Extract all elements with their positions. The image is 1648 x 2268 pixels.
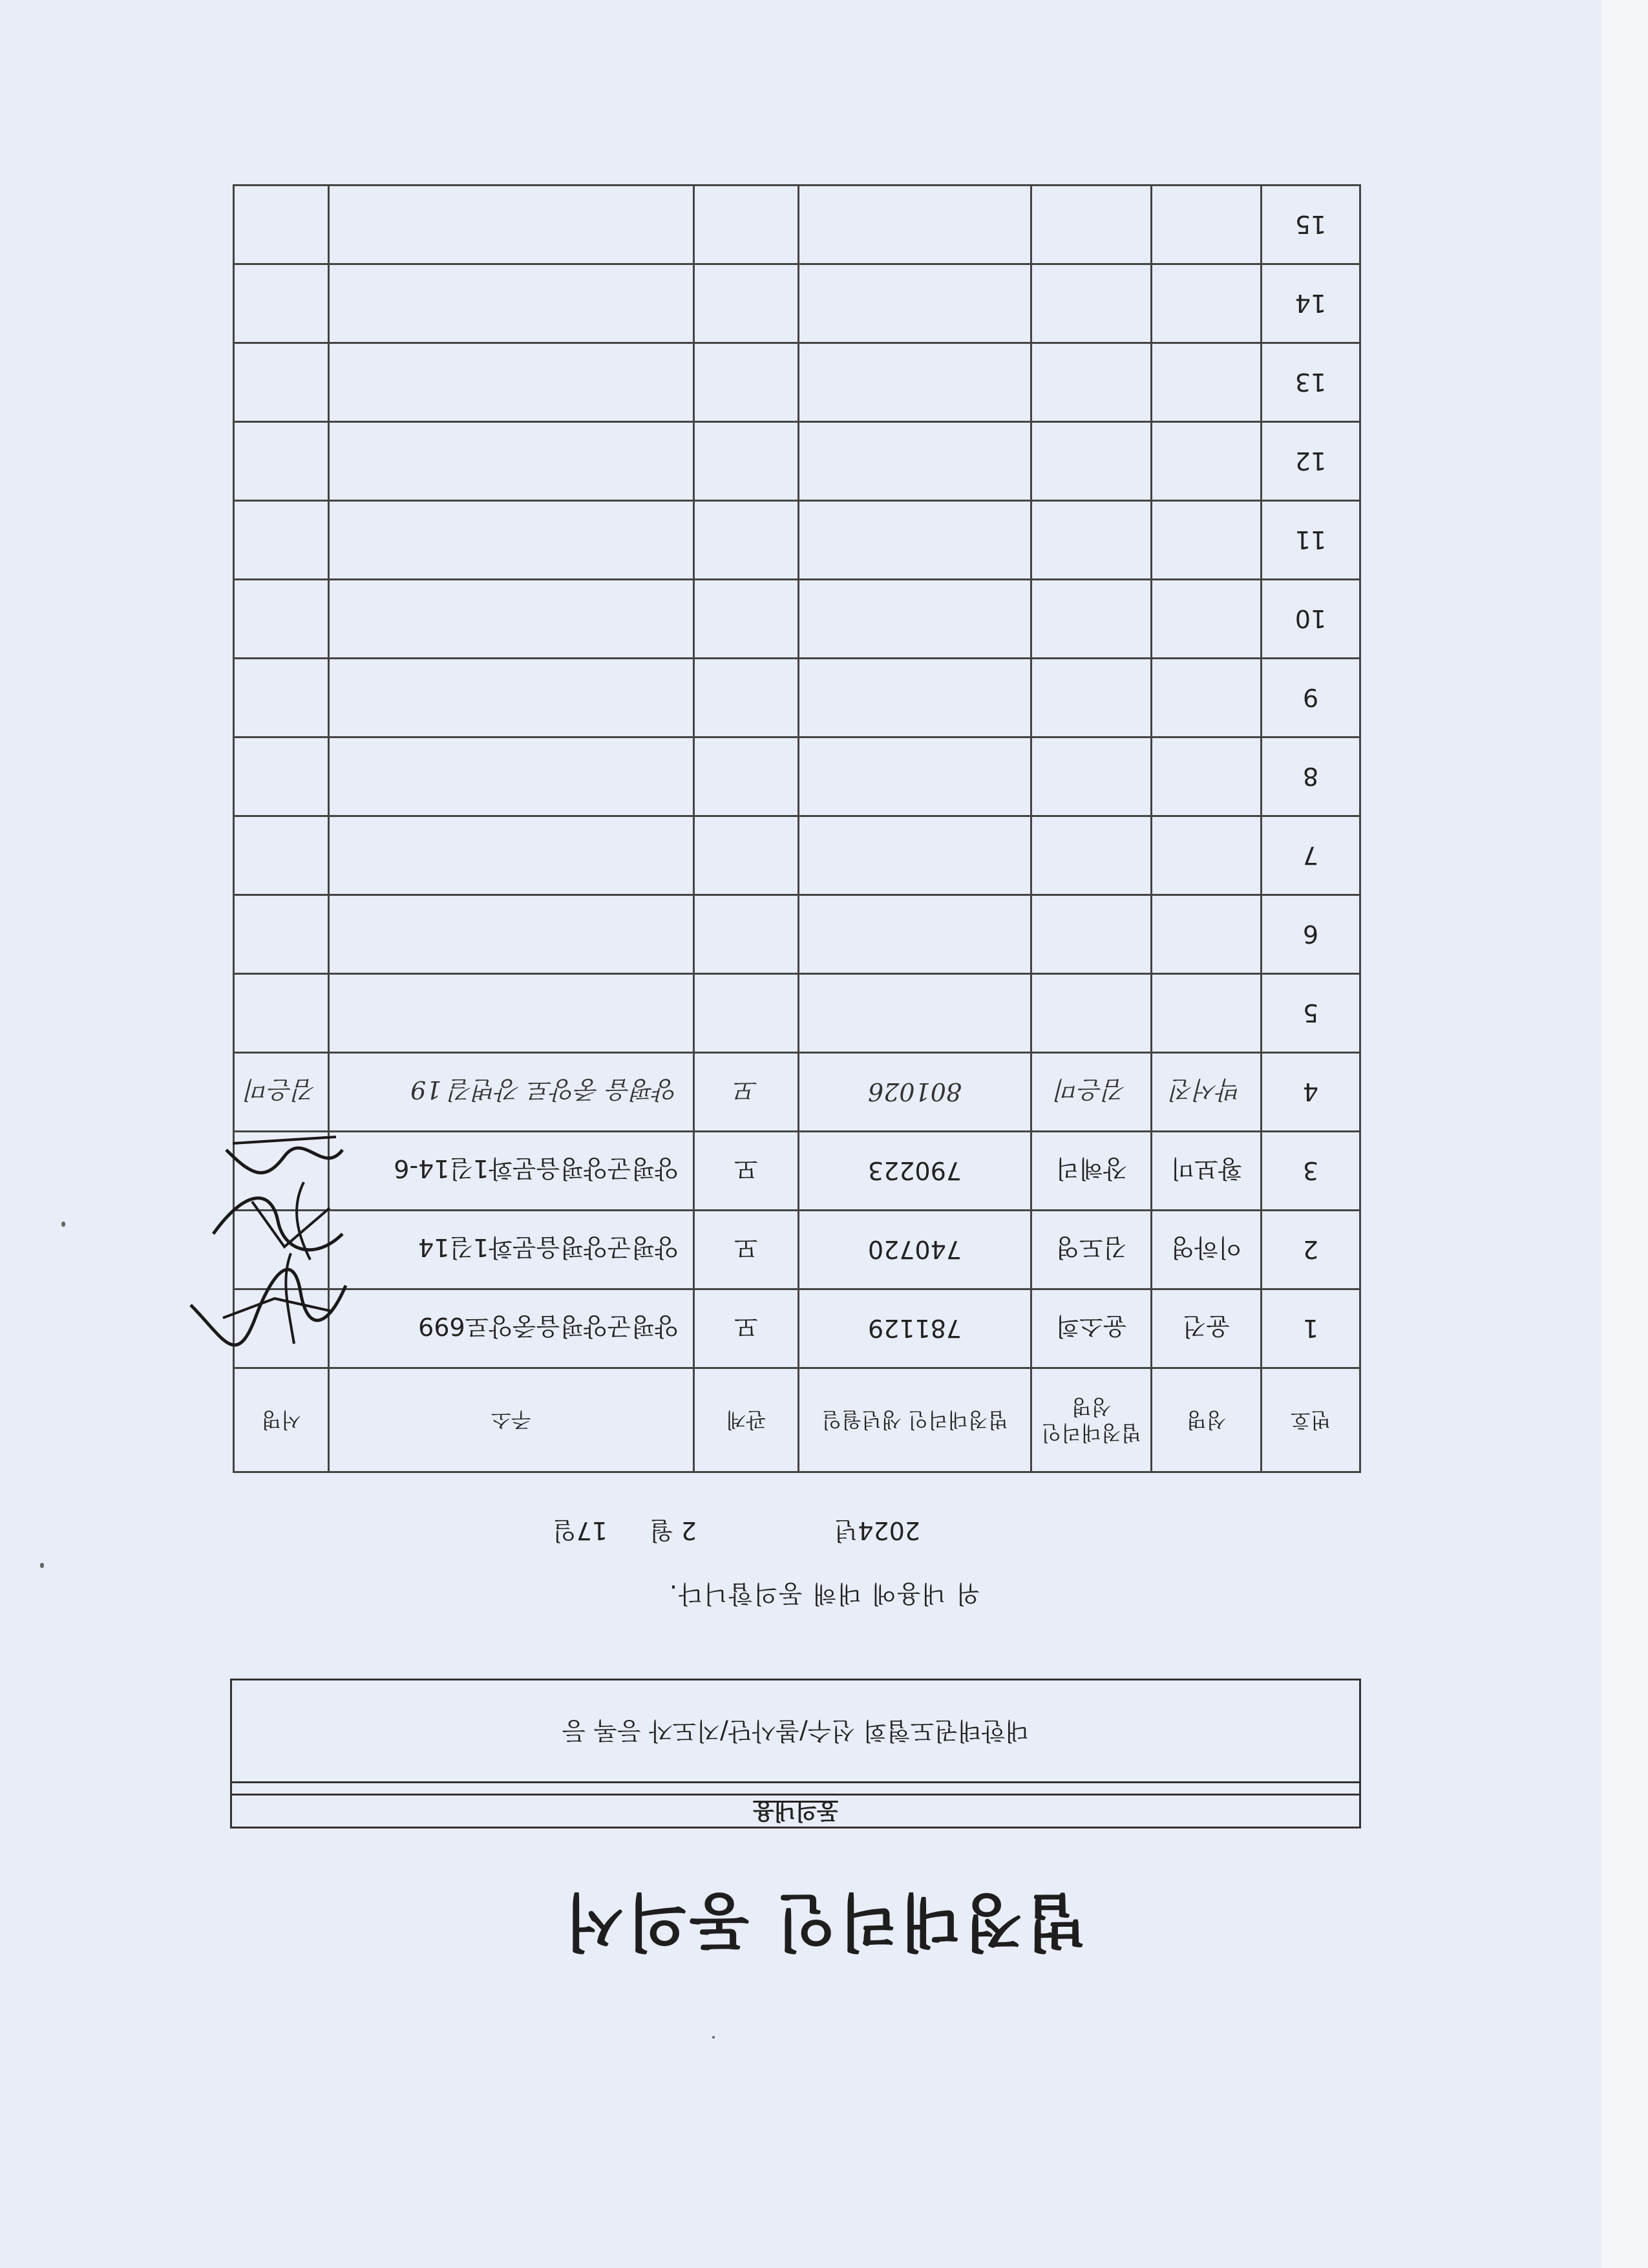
cell-guardian [1031, 422, 1152, 501]
cell-guardian [1031, 580, 1152, 659]
cell-relation [694, 501, 799, 580]
date-year: 2024년 [834, 1516, 920, 1545]
document-title: 법정대리인 동의서 [562, 1885, 1086, 1958]
cell-guardian [1031, 895, 1152, 974]
cell-address [329, 264, 694, 343]
consent-gap [232, 1783, 1359, 1794]
cell-name [1152, 343, 1262, 422]
table-row [234, 1053, 1360, 1132]
cell-name: 이하영 [1152, 1211, 1262, 1289]
table-row [234, 343, 1360, 422]
cell-guardian [1031, 659, 1152, 737]
cell-relation: 모 [694, 1289, 799, 1368]
cell-no: 11 [1262, 501, 1360, 580]
cell-no: 8 [1262, 737, 1360, 816]
cell-sign [234, 422, 329, 501]
cell-birth [799, 501, 1031, 580]
cell-birth: 740720 [799, 1211, 1031, 1289]
table-row [234, 264, 1360, 343]
cell-birth: 790223 [799, 1132, 1031, 1211]
table-row [234, 501, 1360, 580]
cell-address: 양평읍 중앙로 강변길 19 [329, 1053, 694, 1132]
table-row [234, 580, 1360, 659]
cell-no: 2 [1262, 1211, 1360, 1289]
cell-birth: 781129 [799, 1289, 1031, 1368]
cell-address [329, 343, 694, 422]
cell-guardian [1031, 264, 1152, 343]
cell-sign [234, 816, 329, 895]
cell-relation [694, 659, 799, 737]
cell-sign [234, 580, 329, 659]
cell-sign [234, 737, 329, 816]
cell-no: 10 [1262, 580, 1360, 659]
cell-no: 7 [1262, 816, 1360, 895]
cell-guardian [1031, 974, 1152, 1053]
cell-name [1152, 659, 1262, 737]
table-row [234, 1289, 1360, 1368]
table-row [234, 659, 1360, 737]
consent-box [230, 1679, 1361, 1828]
guardian-table [233, 184, 1361, 1473]
header-relation: 관계 [694, 1368, 799, 1472]
cell-name [1152, 895, 1262, 974]
cell-name [1152, 816, 1262, 895]
consent-text: 대한태권도협회 선수/볼사단/지도자 등록 등 [232, 1680, 1359, 1783]
cell-no: 3 [1262, 1132, 1360, 1211]
scan-speck [40, 1563, 44, 1568]
date-month: 2 월 [650, 1516, 697, 1545]
cell-name: 윤건 [1152, 1289, 1262, 1368]
cell-no: 12 [1262, 422, 1360, 501]
cell-no: 14 [1262, 264, 1360, 343]
cell-relation: 모 [694, 1211, 799, 1289]
table-row [234, 1211, 1360, 1289]
cell-birth [799, 264, 1031, 343]
cell-address [329, 185, 694, 264]
cell-name [1152, 974, 1262, 1053]
cell-relation: 모 [694, 1132, 799, 1211]
cell-guardian [1031, 501, 1152, 580]
cell-birth [799, 816, 1031, 895]
cell-sign [234, 343, 329, 422]
cell-birth [799, 422, 1031, 501]
cell-birth [799, 343, 1031, 422]
signature-3-icon [220, 1124, 349, 1182]
cell-relation [694, 816, 799, 895]
cell-relation [694, 264, 799, 343]
signature-2-icon [200, 1176, 355, 1273]
cell-sign [234, 895, 329, 974]
cell-sign [234, 659, 329, 737]
cell-relation [694, 343, 799, 422]
header-name: 성명 [1152, 1368, 1262, 1472]
cell-address [329, 974, 694, 1053]
header-guardian: 법정대리인 성명 [1031, 1368, 1152, 1472]
cell-birth [799, 737, 1031, 816]
cell-name [1152, 501, 1262, 580]
cell-relation [694, 580, 799, 659]
table-row [234, 895, 1360, 974]
cell-name [1152, 422, 1262, 501]
table-row [234, 737, 1360, 816]
cell-birth [799, 895, 1031, 974]
cell-name: 황보미 [1152, 1132, 1262, 1211]
cell-birth [799, 580, 1031, 659]
table-row [234, 816, 1360, 895]
cell-address: 양평군양평읍중앙로699 [329, 1289, 694, 1368]
cell-address [329, 501, 694, 580]
cell-no: 4 [1262, 1053, 1360, 1132]
cell-guardian: 김도영 [1031, 1211, 1152, 1289]
cell-address [329, 659, 694, 737]
table-row [234, 974, 1360, 1053]
cell-no: 9 [1262, 659, 1360, 737]
cell-address: 양평군양평읍문화1길14 [329, 1211, 694, 1289]
cell-name [1152, 264, 1262, 343]
cell-sign [234, 185, 329, 264]
cell-no: 5 [1262, 974, 1360, 1053]
cell-guardian [1031, 343, 1152, 422]
cell-guardian: 윤소희 [1031, 1289, 1152, 1368]
header-sign: 서명 [234, 1368, 329, 1472]
cell-address [329, 895, 694, 974]
cell-birth [799, 974, 1031, 1053]
cell-address: 양평군양평읍문화1길14-6 [329, 1132, 694, 1211]
cell-sign [234, 501, 329, 580]
cell-birth [799, 185, 1031, 264]
cell-address [329, 816, 694, 895]
cell-no: 6 [1262, 895, 1360, 974]
cell-guardian [1031, 737, 1152, 816]
cell-name [1152, 580, 1262, 659]
cell-address [329, 737, 694, 816]
cell-sign: 김은미 [234, 1053, 329, 1132]
cell-name [1152, 737, 1262, 816]
date-day: 17일 [552, 1516, 607, 1545]
table-row [234, 422, 1360, 501]
cell-sign [234, 974, 329, 1053]
cell-address [329, 422, 694, 501]
cell-birth [799, 659, 1031, 737]
table-header-row [234, 1368, 1360, 1472]
table-row [234, 185, 1360, 264]
cell-relation: 모 [694, 1053, 799, 1132]
header-no: 번호 [1262, 1368, 1360, 1472]
cell-address [329, 580, 694, 659]
agree-statement: 위 내용에 대해 동의합니다. [668, 1580, 980, 1608]
scan-speck [712, 2036, 715, 2039]
consent-heading: 동의내용 [232, 1794, 1359, 1827]
cell-birth: 801026 [799, 1053, 1031, 1132]
cell-no: 15 [1262, 185, 1360, 264]
cell-name [1152, 185, 1262, 264]
cell-no: 13 [1262, 343, 1360, 422]
cell-relation [694, 974, 799, 1053]
cell-guardian [1031, 816, 1152, 895]
cell-relation [694, 895, 799, 974]
header-address: 주소 [329, 1368, 694, 1472]
table-row [234, 1132, 1360, 1211]
cell-guardian: 장혜리 [1031, 1132, 1152, 1211]
cell-sign [234, 264, 329, 343]
header-birth: 법정대리인 생년월일 [799, 1368, 1031, 1472]
cell-relation [694, 737, 799, 816]
cell-relation [694, 185, 799, 264]
scan-speck [61, 1222, 65, 1227]
cell-relation [694, 422, 799, 501]
cell-guardian [1031, 185, 1152, 264]
cell-guardian: 김은미 [1031, 1053, 1152, 1132]
cell-name: 박서진 [1152, 1053, 1262, 1132]
cell-no: 1 [1262, 1289, 1360, 1368]
